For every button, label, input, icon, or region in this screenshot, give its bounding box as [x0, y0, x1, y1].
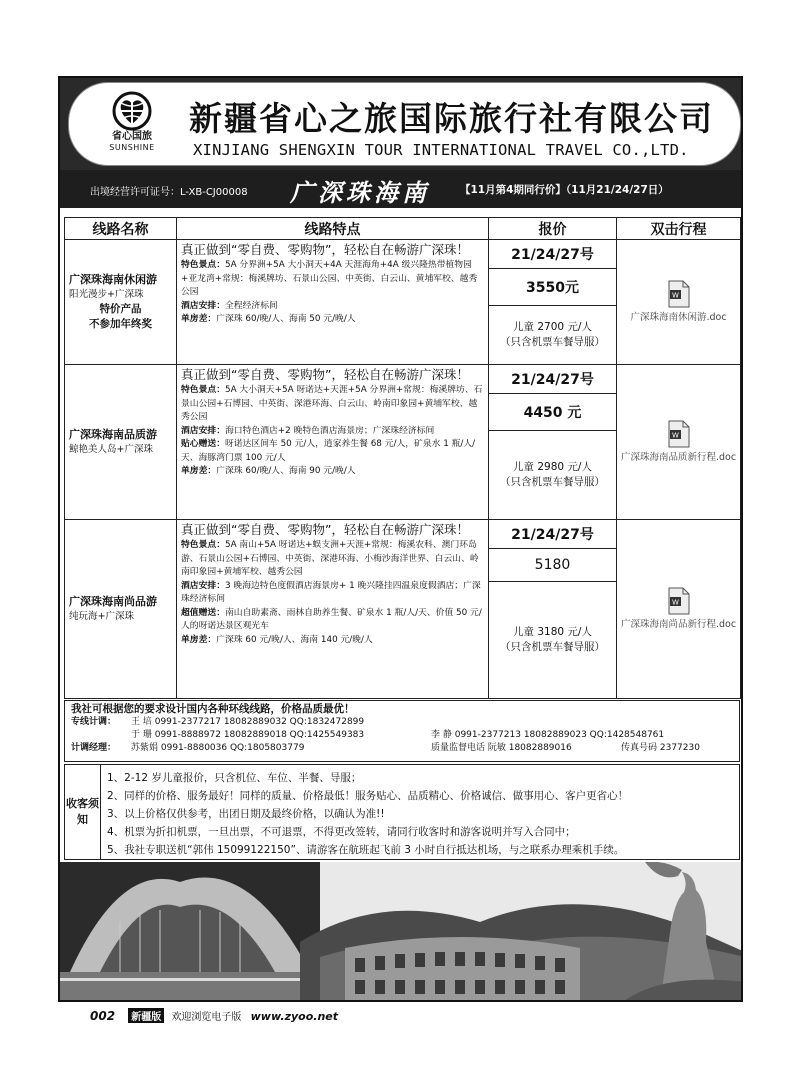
route-subtitle: 鲸艳美人岛+广深珠	[69, 444, 153, 455]
header-panel	[68, 82, 741, 166]
feature-line: 单房差：广深珠 60/晚/人、海南 50 元/晚/人	[181, 314, 356, 324]
contact-intro: 我社可根据您的要求设计国内各种环线线路，价格品质最优！	[71, 703, 355, 715]
route-badge: 不参加年终奖	[89, 318, 152, 330]
route-name: 广深珠海南休闲游	[69, 273, 157, 286]
child-price-note: （只含机票车餐导服）	[500, 336, 605, 348]
table-row	[65, 520, 741, 699]
itinerary-filename[interactable]: 广深珠海南尚品新行程.doc	[620, 619, 737, 630]
itinerary-doc-link[interactable]	[617, 365, 741, 520]
contact-entry: 李 静 0991-2377213 18082889023 QQ:1428548761	[431, 730, 665, 740]
feature-line: 酒店安排：3 晚海边特色度假酒店海景房+ 1 晚兴隆挂四温泉度假酒店；广深珠经济标间	[181, 580, 481, 604]
contact-entry: 苏紫娟 0991-8880036 QQ:1805803779	[131, 743, 305, 753]
route-headline: 真正做到“零自费、零购物”，轻松自在畅游广深珠！	[181, 367, 469, 382]
note-item: 4、机票为折扣机票，一旦出票，不可退票，不得更改签转，请同行收客时和游客说明并写入合同中；	[107, 826, 576, 838]
route-badge: 特价产品	[99, 303, 142, 315]
footer	[90, 1008, 338, 1023]
route-title: 广深珠海南	[290, 178, 430, 207]
price-cell	[489, 520, 617, 699]
child-price-note: （只含机票车餐导服）	[500, 641, 605, 653]
departure-dates: 21/24/27号	[489, 365, 616, 394]
table-row	[65, 365, 741, 520]
child-price-note: （只含机票车餐导服）	[500, 476, 605, 488]
logo-subtext: SUNSHINE	[109, 143, 155, 152]
adult-price: 5180	[489, 549, 616, 582]
route-name-cell	[65, 520, 177, 699]
contact-block	[64, 700, 740, 762]
license-number: 出境经营许可证号：L-XB-CJ00008	[90, 187, 248, 198]
company-name-cn: 新疆省心之旅国际旅行社有限公司	[189, 99, 714, 138]
edition-info: 【11月第4期同行价】（11月21/24/27日）	[460, 184, 669, 196]
child-price: 儿童 3180 元/人	[513, 626, 592, 638]
contact-row	[71, 716, 733, 729]
route-headline: 真正做到“零自费、零购物”，轻松自在畅游广深珠！	[181, 242, 469, 257]
company-name-en: XINJIANG SHENGXIN TOUR INTERNATIONAL TRAVEL CO.,LTD.	[193, 141, 689, 159]
itinerary-doc-link[interactable]	[617, 240, 741, 365]
feature-line: 超值赠送：南山自助素斋、雨林自助养生餐、矿泉水 1 瓶/人/天、价值 50 元/人的呀诺达景区观光车	[181, 607, 482, 631]
contact-entry: 王 培 0991-2377217 18082889032 QQ:1832472899	[131, 717, 365, 727]
feature-line: 单房差：广深珠 60/晚/人、海南 90 元/晚/人	[181, 466, 356, 476]
departure-dates: 21/24/27号	[489, 240, 616, 269]
route-features-cell	[177, 520, 489, 699]
departure-dates: 21/24/27号	[489, 520, 616, 549]
child-price-block	[489, 582, 616, 698]
globe-heart-icon	[110, 91, 154, 131]
route-name-cell	[65, 240, 177, 365]
notes-label: 收客须知	[65, 765, 101, 859]
contact-entry: 质量监督电话 阮敏 18082889016	[431, 743, 572, 753]
license-banner	[60, 170, 741, 208]
col-header-route: 线路名称	[65, 218, 177, 240]
child-price: 儿童 2980 元/人	[513, 461, 592, 473]
routes-table	[64, 217, 741, 699]
itinerary-filename[interactable]: 广深珠海南休闲游.doc	[630, 312, 727, 323]
route-subtitle: 纯玩海+广深珠	[69, 611, 134, 622]
svg-text:W: W	[671, 291, 679, 300]
contact-label: 专线计调：	[71, 717, 117, 727]
route-name: 广深珠海南品质游	[69, 428, 157, 441]
itinerary-doc-link[interactable]	[617, 520, 741, 699]
table-header-row	[65, 218, 741, 240]
company-logo	[99, 91, 165, 163]
feature-line: 酒店安排：全程经济标间	[181, 300, 278, 311]
word-doc-icon[interactable]	[668, 587, 690, 615]
contact-entry: 于 珊 0991-8888972 18082889018 QQ:1425549383	[131, 730, 365, 740]
col-header-features: 线路特点	[177, 218, 489, 240]
word-doc-icon[interactable]	[668, 420, 690, 448]
route-features-cell	[177, 240, 489, 365]
price-cell	[489, 240, 617, 365]
contact-row	[71, 729, 733, 742]
adult-price: 3550元	[489, 269, 616, 306]
route-name: 广深珠海南尚品游	[69, 595, 157, 608]
page-number: 002	[90, 1009, 116, 1023]
feature-line: 酒店安排：海口特色酒店+2 晚特色酒店海景房；广深珠经济标间	[181, 425, 435, 436]
route-features-cell	[177, 365, 489, 520]
child-price-block	[489, 306, 616, 364]
feature-line: 贴心赠送：呀诺达区间车 50 元/人，逍家养生餐 68 元/人，矿泉水 1 瓶/人/天、海豚湾门票 100 元/人	[181, 439, 476, 463]
logo-text: 省心国旅	[112, 131, 152, 142]
svg-text:W: W	[671, 431, 679, 440]
note-item: 1、2-12 岁儿童报价，只含机位、车位、半餐、导服；	[107, 772, 362, 784]
child-price-block	[489, 431, 616, 519]
itinerary-filename[interactable]: 广深珠海南品质新行程.doc	[620, 452, 737, 463]
edition-tag: 新疆版	[128, 1008, 164, 1023]
contact-label: 计调经理：	[71, 743, 117, 753]
feature-line: 特色景点：5A 分界洲+5A 大小洞天+4A 天涯海角+4A 级兴隆热带植物园+亚龙湾+常规：梅溪牌坊、石景山公园、中英街、白云山、黄埔军校、越秀公园	[181, 260, 478, 297]
header	[60, 78, 741, 170]
note-item: 2、同样的价格、服务最好！同样的质量、价格最低！服务贴心、品质精心、价格诚信、做事用心、客户更省心！	[107, 790, 629, 802]
route-subtitle: 阳光漫步+广深珠	[69, 289, 144, 300]
contact-entry: 传真号码 2377230	[621, 743, 700, 753]
feature-line: 特色景点：5A 南山+5A 呀诺达+蜈支洲+天涯+常规：梅溪农科、澳门环岛游、石景山公园+石博园、中英街、深港环海、小梅沙海洋世界、白云山、岭南印象园+黄埔军校、越秀公园	[181, 540, 479, 577]
flyer-page	[58, 76, 743, 1002]
child-price: 儿童 2700 元/人	[513, 321, 592, 333]
note-item: 3、以上价格仅供参考，出团日期及最终价格，以确认为准!!	[107, 808, 385, 820]
col-header-itinerary: 双击行程	[617, 218, 741, 240]
notes-list	[107, 769, 628, 859]
website-link[interactable]: www.zyoo.net	[250, 1010, 339, 1023]
note-item: 5、我社专职送机“郭伟 15099122150”、请游客在航班起飞前 3 小时自行抵达机场，与之联系办理乘机手续。	[107, 844, 625, 856]
feature-line: 特色景点：5A 大小洞天+5A 呀诺达+天涯+5A 分界洲+常规：梅溪牌坊、石景山公园+石博园、中英街、深港环海、白云山、岭南印象园+黄埔军校、越秀公园	[181, 385, 483, 422]
word-doc-icon[interactable]	[668, 280, 690, 308]
table-row	[65, 240, 741, 365]
scenery-collage-image	[60, 862, 741, 1002]
contact-row	[71, 742, 733, 755]
scenery-illustration	[60, 862, 741, 1002]
footer-text: 欢迎浏览电子版	[171, 1012, 242, 1023]
feature-line: 单房差：广深珠 60 元/晚/人、海南 140 元/晚/人	[181, 634, 373, 645]
route-headline: 真正做到“零自费、零购物”，轻松自在畅游广深珠！	[181, 522, 469, 537]
adult-price: 4450 元	[489, 394, 616, 431]
svg-text:W: W	[671, 598, 679, 607]
route-name-cell	[65, 365, 177, 520]
col-header-price: 报价	[489, 218, 617, 240]
price-cell	[489, 365, 617, 520]
notes-block	[64, 764, 740, 860]
